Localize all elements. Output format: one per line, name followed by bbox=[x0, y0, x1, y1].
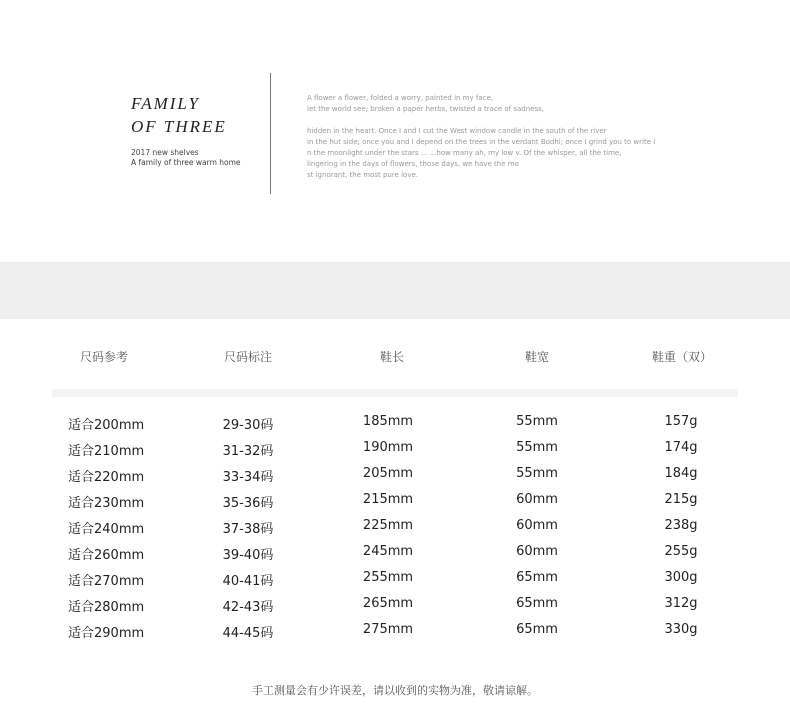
cell-size-reference: 适合230mm bbox=[68, 496, 145, 511]
cell-size-label: 37-38码 bbox=[222, 522, 274, 537]
poem-line: let the world see; broken a paper herbs, twisted a trace of sadness, bbox=[307, 105, 544, 113]
cell-shoe-width: 55mm bbox=[516, 440, 558, 455]
poem-text bbox=[307, 93, 677, 181]
header-shoe-length: 鞋长 bbox=[379, 350, 405, 364]
cell-shoe-length: 185mm bbox=[362, 414, 414, 429]
cell-shoe-width: 60mm bbox=[516, 492, 558, 507]
brand-block bbox=[131, 92, 241, 168]
cell-shoe-length: 275mm bbox=[362, 622, 414, 637]
header-shoe-width: 鞋宽 bbox=[524, 350, 550, 364]
measurement-note: 手工测量会有少许误差，请以收到的实物为准，敬请谅解。 bbox=[252, 684, 538, 697]
cell-size-label: 44-45码 bbox=[222, 626, 274, 641]
cell-shoe-weight: 238g bbox=[664, 518, 698, 533]
cell-size-label: 42-43码 bbox=[222, 600, 274, 615]
table-row bbox=[0, 622, 790, 648]
poem-line: lingering in the days of flowers, those days, we have the mo bbox=[307, 160, 519, 168]
brand-title-line2: OF THREE bbox=[131, 117, 227, 136]
cell-shoe-width: 60mm bbox=[516, 518, 558, 533]
vertical-divider bbox=[270, 73, 271, 194]
size-table-header bbox=[52, 348, 738, 366]
cell-size-reference: 适合200mm bbox=[68, 418, 145, 433]
cell-size-label: 31-32码 bbox=[222, 444, 274, 459]
cell-size-label: 29-30码 bbox=[222, 418, 274, 433]
table-row bbox=[0, 518, 790, 544]
table-row bbox=[0, 440, 790, 466]
poem-line: in the hut side; once you and I depend on the trees in the verdant Bodhi; once I grind you to write i bbox=[307, 138, 656, 146]
cell-shoe-weight: 300g bbox=[664, 570, 698, 585]
cell-shoe-length: 255mm bbox=[362, 570, 414, 585]
table-row bbox=[0, 414, 790, 440]
table-row bbox=[0, 466, 790, 492]
table-row bbox=[0, 570, 790, 596]
cell-shoe-width: 65mm bbox=[516, 596, 558, 611]
cell-size-reference: 适合240mm bbox=[68, 522, 145, 537]
header-shoe-weight: 鞋重（双） bbox=[651, 350, 713, 364]
cell-shoe-width: 65mm bbox=[516, 622, 558, 637]
poem-line: n the moonlight under the stars ... ...how many ah, my low v. Of the whisper, all the time, bbox=[307, 149, 622, 157]
cell-shoe-width: 55mm bbox=[516, 414, 558, 429]
cell-shoe-length: 225mm bbox=[362, 518, 414, 533]
cell-size-reference: 适合270mm bbox=[68, 574, 145, 589]
cell-size-reference: 适合210mm bbox=[68, 444, 145, 459]
cell-shoe-weight: 157g bbox=[664, 414, 698, 429]
poem-gap bbox=[307, 115, 677, 126]
cell-shoe-length: 205mm bbox=[362, 466, 414, 481]
cell-shoe-length: 265mm bbox=[362, 596, 414, 611]
cell-shoe-weight: 312g bbox=[664, 596, 698, 611]
cell-shoe-length: 190mm bbox=[362, 440, 414, 455]
cell-shoe-weight: 215g bbox=[664, 492, 698, 507]
cell-shoe-length: 215mm bbox=[362, 492, 414, 507]
cell-size-label: 33-34码 bbox=[222, 470, 274, 485]
cell-shoe-width: 65mm bbox=[516, 570, 558, 585]
poem-line: A flower a flower, folded a worry, painted in my face, bbox=[307, 94, 494, 102]
header-separator bbox=[52, 389, 738, 397]
cell-size-reference: 适合290mm bbox=[68, 626, 145, 641]
table-row bbox=[0, 544, 790, 570]
header-size-reference: 尺码参考 bbox=[79, 350, 129, 364]
table-row bbox=[0, 492, 790, 518]
poem-line: hidden in the heart. Once I and I cut the West window candle in the south of the river bbox=[307, 127, 607, 135]
cell-size-label: 39-40码 bbox=[222, 548, 274, 563]
cell-shoe-length: 245mm bbox=[362, 544, 414, 559]
table-row bbox=[0, 596, 790, 622]
cell-shoe-width: 55mm bbox=[516, 466, 558, 481]
cell-size-label: 35-36码 bbox=[222, 496, 274, 511]
brand-title-line1: FAMILY bbox=[131, 94, 200, 113]
cell-shoe-width: 60mm bbox=[516, 544, 558, 559]
cell-shoe-weight: 330g bbox=[664, 622, 698, 637]
cell-size-reference: 适合260mm bbox=[68, 548, 145, 563]
header-size-label: 尺码标注 bbox=[223, 350, 273, 364]
cell-size-reference: 适合220mm bbox=[68, 470, 145, 485]
size-table-body bbox=[0, 414, 790, 648]
cell-shoe-weight: 174g bbox=[664, 440, 698, 455]
brand-subtitle-line1: 2017 new shelves bbox=[131, 148, 199, 157]
cell-shoe-weight: 184g bbox=[664, 466, 698, 481]
cell-size-label: 40-41码 bbox=[222, 574, 274, 589]
brand-subtitle-line2: A family of three warm home bbox=[131, 158, 241, 167]
cell-shoe-weight: 255g bbox=[664, 544, 698, 559]
poem-line: st ignorant, the most pure love. bbox=[307, 171, 418, 179]
cell-size-reference: 适合280mm bbox=[68, 600, 145, 615]
gray-band bbox=[0, 262, 790, 319]
